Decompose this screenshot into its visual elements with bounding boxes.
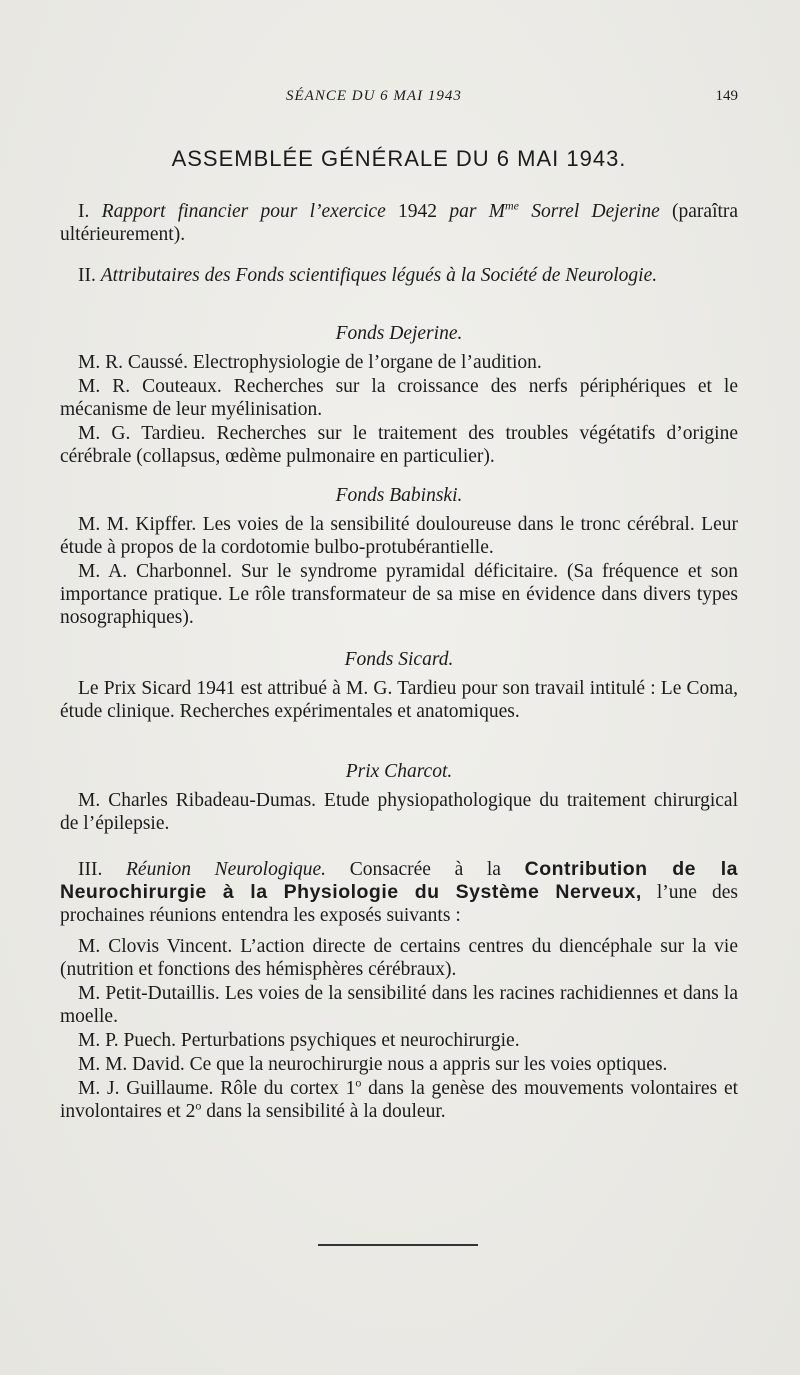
prix-charcot-heading: Prix Charcot.: [345, 761, 453, 782]
sicard-text: Le Prix Sicard 1941 est attribué à M. G. Tardieu pour son travail intitulé : Le Coma, étude clinique. Recherches expérimentales et anatomiques.: [60, 678, 738, 722]
section-3-item: M. M. David. Ce que la neurochirurgie nous a appris sur les voies optiques.: [78, 1054, 668, 1075]
section-1-name: Sorrel Dejerine: [531, 201, 660, 222]
running-head: [60, 88, 738, 112]
section-3-item: M. P. Puech. Perturbations psychiques et neurochirurgie.: [78, 1030, 520, 1051]
section-3-lead: Réunion Neurologique.: [126, 859, 327, 880]
section-2: [60, 264, 738, 287]
dejerine-item: M. R. Couteaux. Recherches sur la croissance des nerfs périphériques et le mécanisme de leur myélinisation.: [60, 376, 738, 420]
fonds-sicard: [60, 648, 738, 723]
dejerine-item: M. G. Tardieu. Recherches sur le traitement des troubles végétatifs d’origine cérébrale (collapsus, œdème pulmonaire en particulier).: [60, 423, 738, 467]
ordinal-second: 2$^o$: [185, 1098, 202, 1122]
section-3-item: M. Petit-Dutaillis. Les voies de la sensibilité dans les racines rachidiennes et dans la moelle.: [60, 983, 738, 1027]
section-3-text-a: Consacrée à la: [349, 859, 501, 880]
section-1-lead: Rapport financier pour l’exercice: [101, 201, 386, 222]
section-1-par: par: [449, 201, 477, 222]
page-title: ASSEMBLÉE GÉNÉRALE DU 6 MAI 1943.: [171, 146, 627, 171]
running-title: SÉANCE DU 6 MAI 1943: [286, 88, 462, 104]
ordinal-first: 1$^o$: [345, 1075, 362, 1099]
section-1-note: (paraîtra ultérieurement).: [60, 201, 739, 245]
section-3-intro: [60, 858, 738, 927]
section-1-paragraph: [60, 200, 738, 246]
end-rule: [318, 1244, 478, 1246]
section-2-paragraph: [60, 264, 738, 287]
dejerine-item: M. R. Caussé. Electrophysiologie de l’organe de l’audition.: [78, 352, 542, 373]
section-2-numeral: II.: [78, 265, 96, 286]
section-3-text-b: l’une des prochaines réunions entendra les exposés suivants :: [60, 882, 739, 926]
fonds-babinski: [60, 484, 738, 629]
babinski-item: M. A. Charbonnel. Sur le syndrome pyramidal déficitaire. (Sa fréquence et son importance pratique. Le rôle transformateur de sa mise en évidence dans divers types nosographiques).: [60, 561, 738, 628]
section-1-year: 1942: [398, 201, 438, 222]
babinski-item: M. M. Kipffer. Les voies de la sensibilité douloureuse dans le tronc cérébral. Leur étude à propos de la cordotomie bulbo-protubérantielle.: [60, 514, 738, 558]
fonds-babinski-heading: Fonds Babinski.: [335, 485, 463, 506]
fonds-dejerine-heading: Fonds Dejerine.: [335, 323, 463, 344]
section-1-mme: $M^{me}$: [488, 198, 519, 222]
section-3: [60, 858, 738, 1123]
section-1-numeral: I.: [78, 201, 90, 222]
section-3-numeral: III.: [78, 859, 103, 880]
section-3-item: M. Clovis Vincent. L’action directe de certains centres du diencéphale sur la vie (nutrition et fonctions des hémisphères cérébraux).: [60, 936, 738, 980]
charcot-text: M. Charles Ribadeau-Dumas. Etude physiopathologique du traitement chirurgical de l’épilepsie.: [60, 790, 738, 834]
fonds-sicard-heading: Fonds Sicard.: [344, 649, 454, 670]
section-2-text: Attributaires des Fonds scientifiques légués à la Société de Neurologie.: [100, 265, 658, 286]
prix-charcot: [60, 760, 738, 835]
fonds-dejerine: [60, 322, 738, 468]
section-3-last-item: M. J. Guillaume. Rôle du cortex 1$^o$ dans la genèse des mouvements volontaires et involontaires et 2$^o$ dans la sensibilité à la douleur.: [60, 1075, 739, 1122]
page-number: 149: [715, 88, 738, 104]
section-1: [60, 200, 738, 246]
section-3-bold-title: Contribution de la Neurochirurgie à la Physiologie du Système Nerveux,: [60, 858, 738, 903]
